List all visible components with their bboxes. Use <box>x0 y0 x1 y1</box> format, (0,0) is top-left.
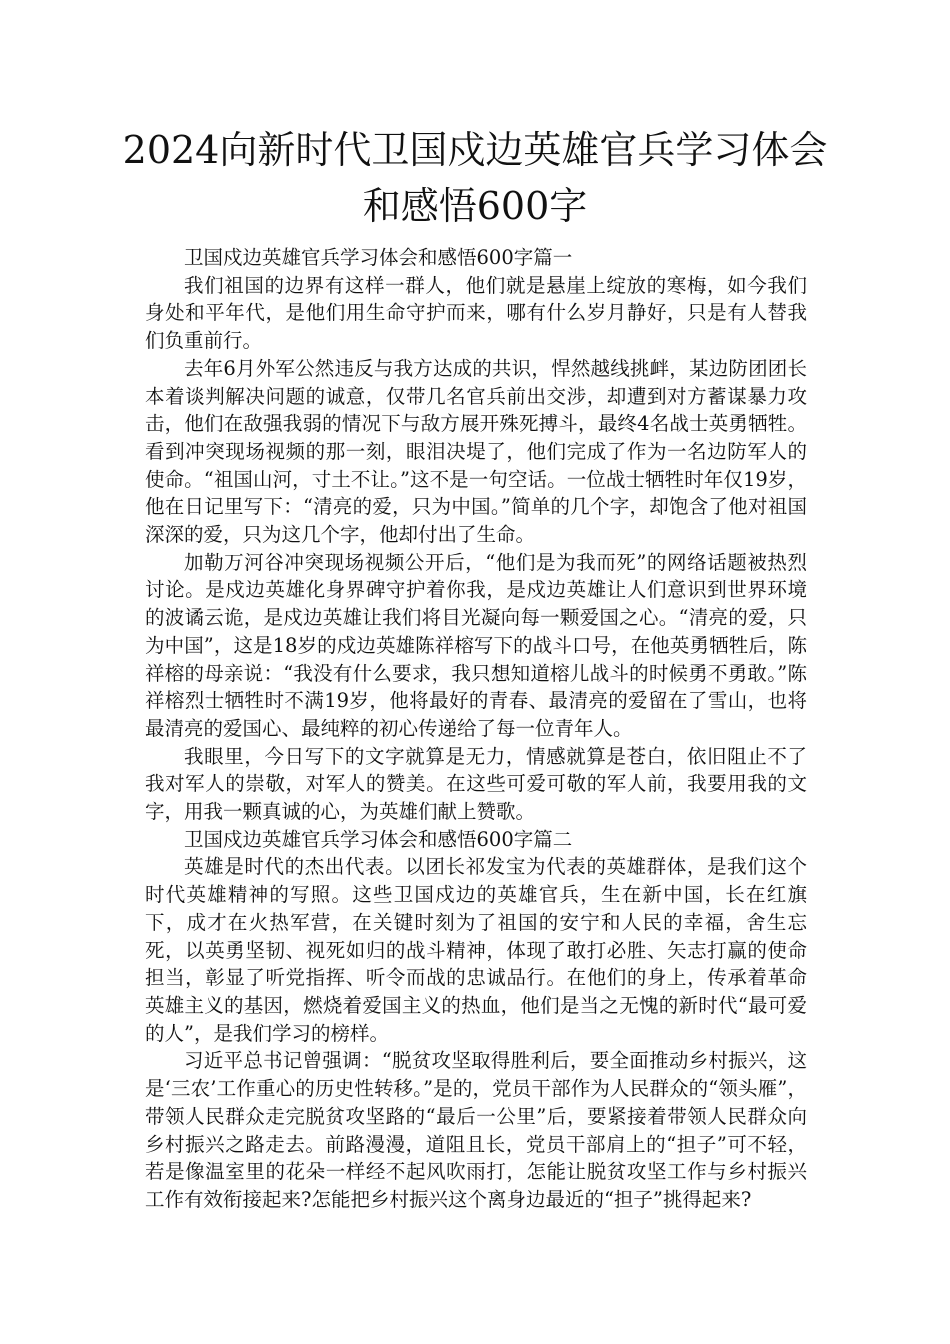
document-title: 2024向新时代卫国戍边英雄官兵学习体会和感悟600字 <box>122 128 828 228</box>
section-heading-2: 卫国戍边英雄官兵学习体会和感悟600字篇二 <box>184 827 573 851</box>
paragraph: 我们祖国的边界有这样一群人，他们就是悬崖上绽放的寒梅，如今我们身处和平年代，是他们用生命守护而来，哪有什么岁月静好，只是有人替我们负重前行。 <box>145 273 807 353</box>
paragraph: 习近平总书记曾强调：“脱贫攻坚取得胜利后，要全面推动乡村振兴，这是‘三农’工作重心的历史性转移。”是的，党员干部作为人民群众的“领头雁”，带领人民群众走完脱贫攻坚路的“最后一公里”后，要紧接着带领人民群众向乡村振兴之路走去。前路漫漫，道阻且长，党员干部肩上的“担子”可不轻，若是像温室里的花朵一样经不起风吹雨打，怎能让脱贫攻坚工作与乡村振兴工作有效衔接起来?怎能把乡村振兴这个离身边最近的“担子”挑得起来? <box>145 1049 807 1211</box>
document-body <box>145 244 807 1214</box>
paragraph: 去年6月外军公然违反与我方达成的共识，悍然越线挑衅，某边防团团长本着谈判解决问题的诚意，仅带几名官兵前出交涉，却遭到对方蓄谋暴力攻击，他们在敌强我弱的情况下与敌方展开殊死搏斗，最终4名战士英勇牺牲。看到冲突现场视频的那一刻，眼泪决堤了，他们完成了作为一名边防军人的使命。“祖国山河，寸土不让。”这不是一句空话。一位战士牺牲时年仅19岁，他在日记里写下：“清亮的爱，只为中国。”简单的几个字，却饱含了他对祖国深深的爱，只为这几个字，他却付出了生命。 <box>145 356 807 547</box>
section-heading-1: 卫国戍边英雄官兵学习体会和感悟600字篇一 <box>184 246 573 269</box>
paragraph: 我眼里，今日写下的文字就算是无力，情感就算是苍白，依旧阻止不了我对军人的崇敬，对军人的赞美。在这些可爱可敬的军人前，我要用我的文字，用我一颗真诚的心，为英雄们献上赞歌。 <box>145 744 807 824</box>
paragraph: 加勒万河谷冲突现场视频公开后，“他们是为我而死”的网络话题被热烈讨论。是戍边英雄化身界碑守护着你我，是戍边英雄让人们意识到世界环境的波谲云诡，是戍边英雄让我们将目光凝向每一颗爱国之心。“清亮的爱，只为中国”，这是18岁的戍边英雄陈祥榕写下的战斗口号，在他英勇牺牲后，陈祥榕的母亲说：“我没有什么要求，我只想知道榕儿战斗的时候勇不勇敢。”陈祥榕烈士牺牲时不满19岁，他将最好的青春、最清亮的爱留在了雪山，也将最清亮的爱国心、最纯粹的初心传递给了每一位青年人。 <box>145 550 807 740</box>
paragraph: 英雄是时代的杰出代表。以团长祁发宝为代表的英雄群体，是我们这个时代英雄精神的写照。这些卫国戍边的英雄官兵，生在新中国，长在红旗下，成才在火热军营，在关键时刻为了祖国的安宁和人民的幸福，舍生忘死，以英勇坚韧、视死如归的战斗精神，体现了敢打必胜、矢志打赢的使命担当，彰显了听党指挥、听令而战的忠诚品行。在他们的身上，传承着革命英雄主义的基因，燃烧着爱国主义的热血，他们是当之无愧的新时代“最可爱的人”，是我们学习的榜样。 <box>145 855 807 1045</box>
